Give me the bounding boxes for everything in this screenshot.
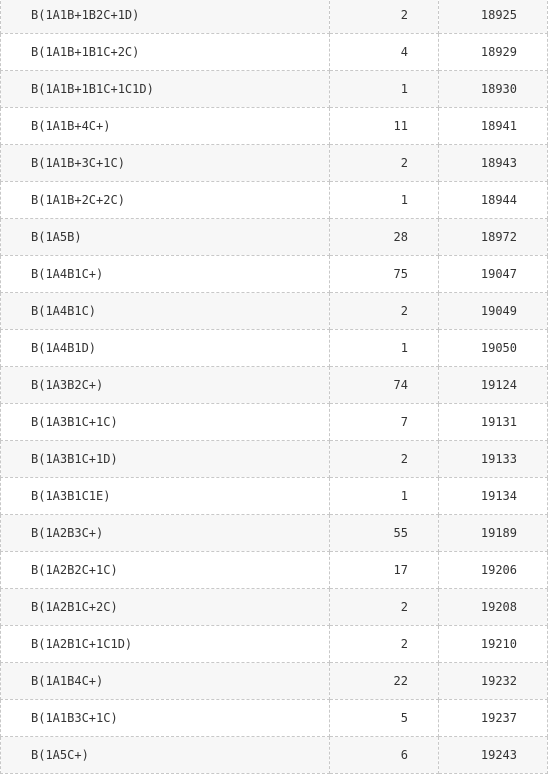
row-code-cell: B(1A1B3C+1C)	[1, 700, 330, 737]
row-total-cell: 18943	[439, 145, 548, 182]
row-total-cell: 18972	[439, 219, 548, 256]
row-code-cell: B(1A3B2C+)	[1, 367, 330, 404]
row-total-cell: 19131	[439, 404, 548, 441]
row-code-cell: B(1A5B)	[1, 219, 330, 256]
row-code-cell: B(1A1B+1B1C+2C)	[1, 34, 330, 71]
row-count-cell: 2	[330, 145, 439, 182]
row-total-cell: 19133	[439, 441, 548, 478]
table-row	[1, 663, 548, 700]
row-code-cell: B(1A1B+3C+1C)	[1, 145, 330, 182]
table-row	[1, 515, 548, 552]
table-row	[1, 108, 548, 145]
row-count-cell: 1	[330, 330, 439, 367]
table-row	[1, 330, 548, 367]
row-code-cell: B(1A3B1C1E)	[1, 478, 330, 515]
row-count-cell: 74	[330, 367, 439, 404]
row-total-cell: 19232	[439, 663, 548, 700]
row-code-cell: B(1A5C+)	[1, 737, 330, 774]
row-count-cell: 2	[330, 293, 439, 330]
row-total-cell: 19134	[439, 478, 548, 515]
row-count-cell: 22	[330, 663, 439, 700]
row-count-cell: 11	[330, 108, 439, 145]
row-total-cell: 19243	[439, 737, 548, 774]
row-code-cell: B(1A1B+1B1C+1C1D)	[1, 71, 330, 108]
row-count-cell: 75	[330, 256, 439, 293]
row-code-cell: B(1A4B1C)	[1, 293, 330, 330]
row-code-cell: B(1A1B+2C+2C)	[1, 182, 330, 219]
table-row	[1, 700, 548, 737]
row-code-cell: B(1A2B2C+1C)	[1, 552, 330, 589]
table-row	[1, 182, 548, 219]
row-count-cell: 55	[330, 515, 439, 552]
row-code-cell: B(1A2B3C+)	[1, 515, 330, 552]
row-total-cell: 19206	[439, 552, 548, 589]
table-row	[1, 478, 548, 515]
row-count-cell: 6	[330, 737, 439, 774]
row-total-cell: 19049	[439, 293, 548, 330]
table-row	[1, 626, 548, 663]
row-total-cell: 18925	[439, 0, 548, 34]
table-row	[1, 441, 548, 478]
row-code-cell: B(1A2B1C+2C)	[1, 589, 330, 626]
table-body	[1, 0, 548, 774]
row-code-cell: B(1A4B1C+)	[1, 256, 330, 293]
row-total-cell: 18941	[439, 108, 548, 145]
row-total-cell: 19047	[439, 256, 548, 293]
row-total-cell: 18930	[439, 71, 548, 108]
table-row	[1, 589, 548, 626]
row-count-cell: 2	[330, 441, 439, 478]
row-total-cell: 19050	[439, 330, 548, 367]
row-count-cell: 28	[330, 219, 439, 256]
row-count-cell: 1	[330, 182, 439, 219]
table-row	[1, 145, 548, 182]
row-total-cell: 19124	[439, 367, 548, 404]
table-row	[1, 0, 548, 34]
row-code-cell: B(1A1B+4C+)	[1, 108, 330, 145]
row-count-cell: 4	[330, 34, 439, 71]
table-row	[1, 293, 548, 330]
row-total-cell: 19189	[439, 515, 548, 552]
table-row	[1, 367, 548, 404]
row-count-cell: 5	[330, 700, 439, 737]
row-count-cell: 2	[330, 589, 439, 626]
row-count-cell: 1	[330, 71, 439, 108]
row-count-cell: 17	[330, 552, 439, 589]
table-row	[1, 71, 548, 108]
row-code-cell: B(1A1B4C+)	[1, 663, 330, 700]
table-row	[1, 404, 548, 441]
table-row	[1, 219, 548, 256]
row-count-cell: 2	[330, 626, 439, 663]
row-total-cell: 19237	[439, 700, 548, 737]
row-count-cell: 2	[330, 0, 439, 34]
row-total-cell: 19210	[439, 626, 548, 663]
row-count-cell: 7	[330, 404, 439, 441]
row-code-cell: B(1A1B+1B2C+1D)	[1, 0, 330, 34]
table-row	[1, 34, 548, 71]
table-row	[1, 256, 548, 293]
row-total-cell: 18944	[439, 182, 548, 219]
table-row	[1, 737, 548, 774]
row-code-cell: B(1A4B1D)	[1, 330, 330, 367]
row-count-cell: 1	[330, 478, 439, 515]
row-code-cell: B(1A2B1C+1C1D)	[1, 626, 330, 663]
row-total-cell: 18929	[439, 34, 548, 71]
table-row	[1, 552, 548, 589]
row-code-cell: B(1A3B1C+1C)	[1, 404, 330, 441]
row-total-cell: 19208	[439, 589, 548, 626]
row-code-cell: B(1A3B1C+1D)	[1, 441, 330, 478]
